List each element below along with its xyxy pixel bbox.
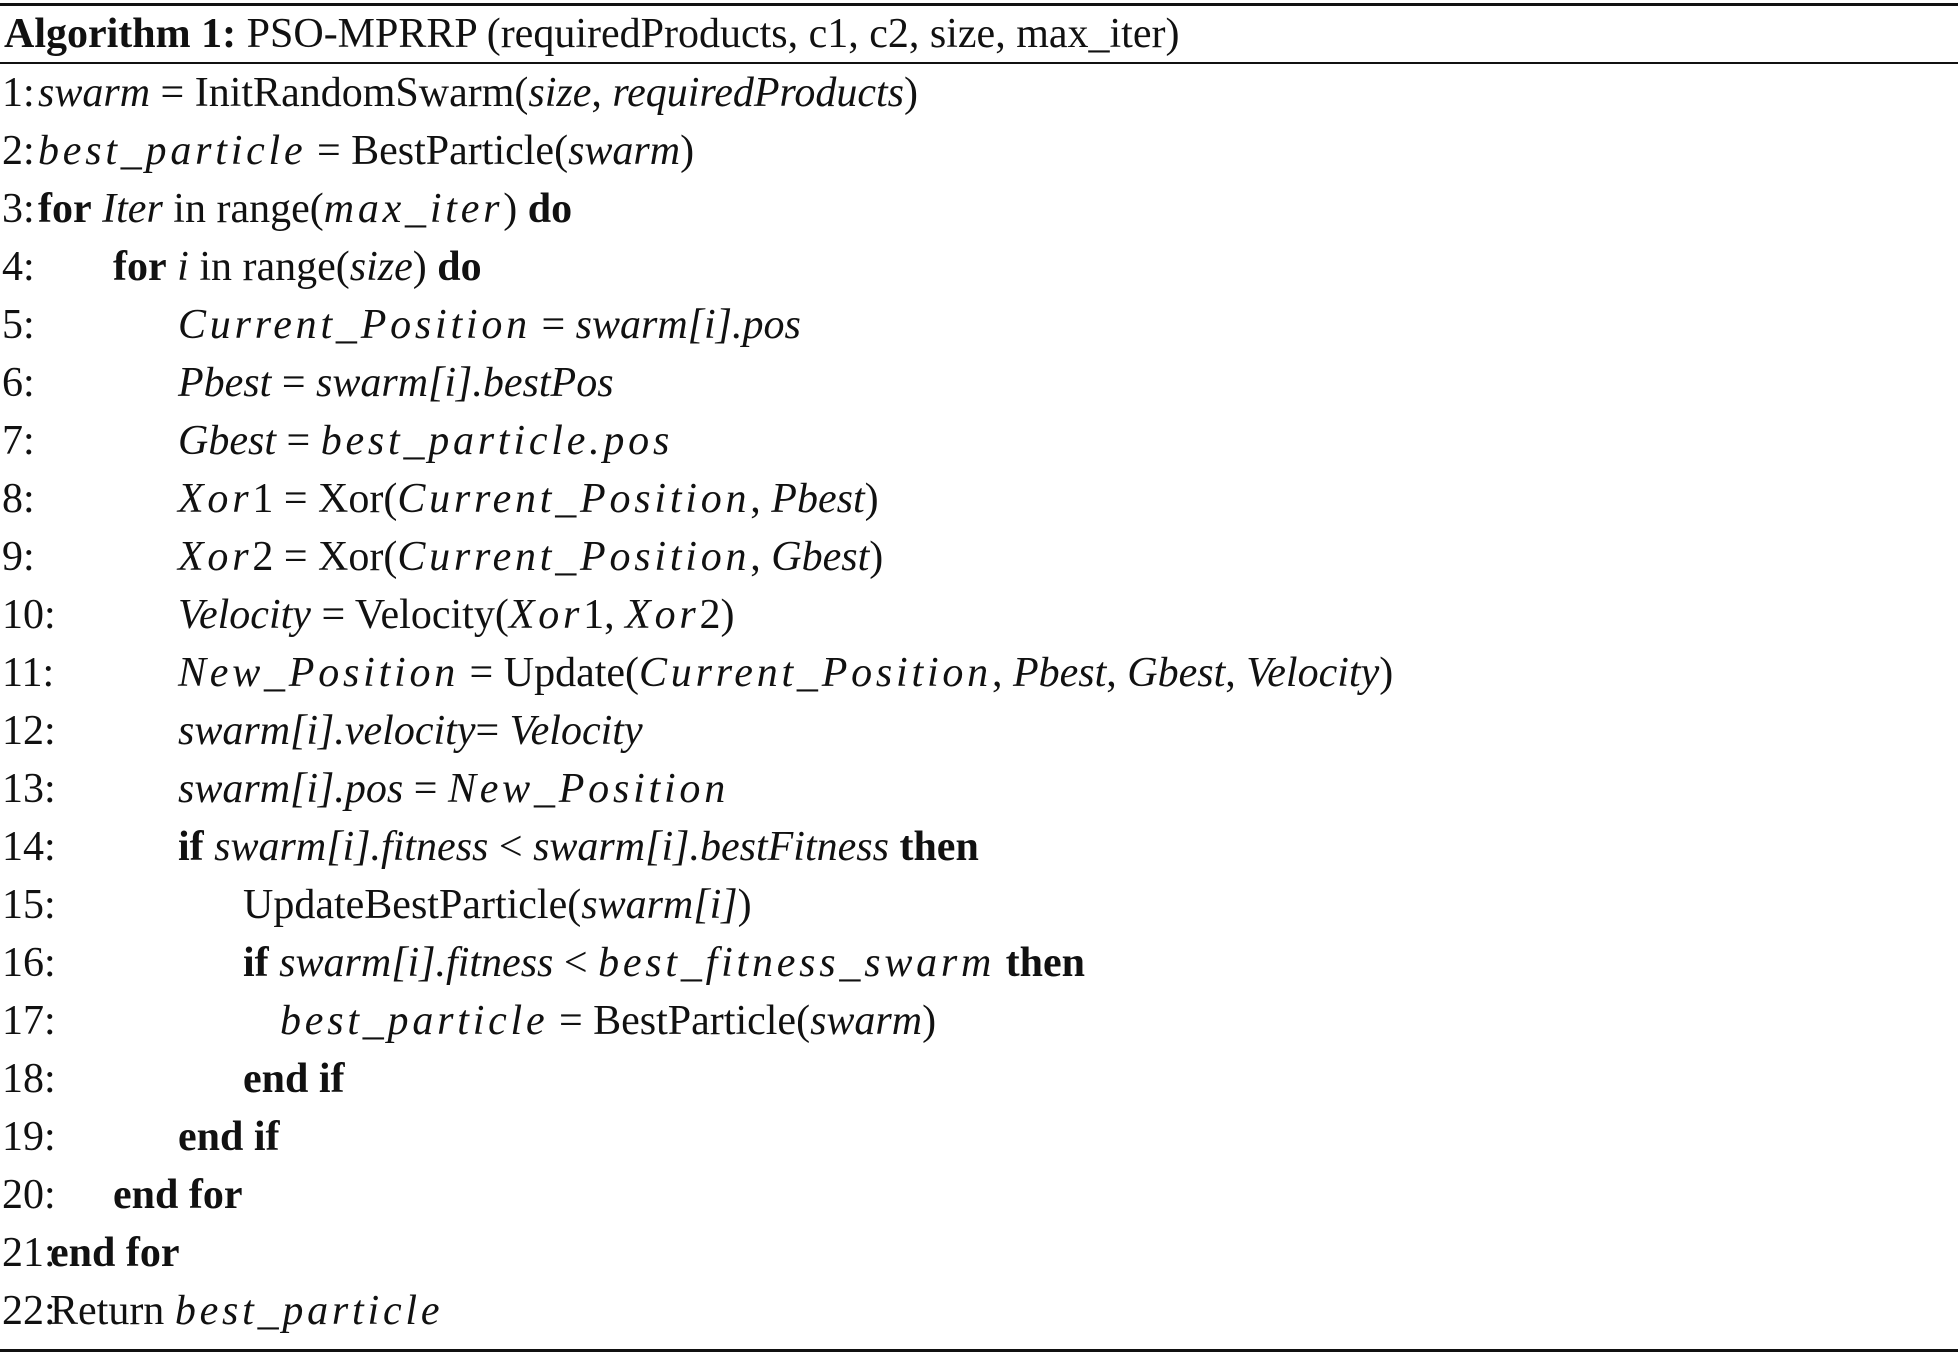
line-code [280,992,936,1050]
keyword: then [1005,940,1086,986]
line-number: 13: [2,766,56,812]
code-text [204,824,215,870]
code-text: , [1225,650,1247,696]
line-code [178,818,979,876]
code-text: = [530,302,576,348]
variable: best_particle [174,1288,444,1334]
keyword: if [178,824,204,870]
keyword: end for [50,1230,180,1276]
code-text: = BestParticle( [306,128,569,174]
keyword: if [243,940,269,986]
line-code [50,1224,180,1282]
variable: size [349,244,413,290]
line-number: 14: [2,824,56,870]
keyword: end if [178,1114,280,1160]
variable: swarm[i].velocity [178,708,476,754]
code-text: ) [680,128,695,174]
line-code [178,586,735,644]
variable: Current_Position [397,534,751,580]
variable: Xor [178,476,253,522]
variable: Pbest [1012,650,1107,696]
line-code [178,644,1393,702]
code-text [889,824,900,870]
code-text: = [271,360,316,406]
code-text: in range( [188,244,350,290]
keyword: for [113,244,167,290]
keyword: for [38,186,92,232]
line-code [38,180,572,238]
variable: Iter [102,186,163,232]
variable: swarm[i].fitness [214,824,489,870]
line-number: 8: [2,476,35,522]
variable: swarm [38,70,151,116]
line-code [178,354,614,412]
line-number: 5: [2,302,35,348]
line-number: 7: [2,418,35,464]
line-number: 6: [2,360,35,406]
code-text: UpdateBestParticle( [243,882,582,928]
line-number: 19: [2,1114,56,1160]
line-code [178,760,729,818]
code-text: = [403,766,448,812]
code-text: 2 = Xor( [252,534,398,580]
variable: swarm[i].bestPos [316,360,614,406]
algorithm-signature: PSO-MPRRP (requiredProducts, c1, c2, size, max_iter) [246,11,1180,57]
code-text: 2) [699,592,735,638]
variable: max_iter [323,186,504,232]
code-text: , [991,650,1013,696]
keyword: end if [243,1056,345,1102]
variable: Xor [625,592,700,638]
code-text: ) [412,244,438,290]
variable: Velocity [178,592,311,638]
variable: swarm[i].pos [575,302,801,348]
line-number: 2: [2,128,35,174]
code-text [92,186,103,232]
algorithm-label: Algorithm 1: [4,11,237,57]
code-text: ) [864,476,879,522]
variable: swarm[i] [581,882,738,928]
algorithm-caption [4,6,1179,62]
variable: Gbest [771,534,870,580]
code-text: = [475,708,510,754]
code-text: , [750,476,772,522]
line-code [178,528,883,586]
line-number: 15: [2,882,56,928]
line-number: 18: [2,1056,56,1102]
line-number: 4: [2,244,35,290]
code-text: Return [50,1288,175,1334]
code-text: = BestParticle( [548,998,811,1044]
line-number: 9: [2,534,35,580]
code-text: = Update( [459,650,640,696]
line-code [243,1050,345,1108]
code-text: in range( [162,186,324,232]
variable: swarm[i].bestFitness [533,824,889,870]
code-text: , [591,70,613,116]
code-text: 1, [583,592,626,638]
variable: swarm[i].pos [178,766,404,812]
keyword: do [527,186,573,232]
code-text: ) [903,70,918,116]
line-code [178,702,643,760]
code-text: = [276,418,321,464]
line-code [113,1166,243,1224]
line-number: 3: [2,186,35,232]
line-number: 20: [2,1172,56,1218]
variable: best_particle.pos [320,418,674,464]
variable: requiredProducts [612,70,904,116]
line-number: 1: [2,70,35,116]
variable: Velocity [1246,650,1380,696]
variable: Xor [178,534,253,580]
code-text: ) [922,998,937,1044]
variable: New_Position [178,650,460,696]
keyword: then [899,824,979,870]
variable: best_fitness_swarm [598,940,996,986]
keyword: do [437,244,482,290]
code-text [995,940,1006,986]
variable: Current_Position [639,650,992,696]
line-code [178,1108,280,1166]
variable: best_particle [280,998,549,1044]
variable: size [528,70,592,116]
variable: Current_Position [178,302,531,348]
variable: swarm[i].fitness [279,940,554,986]
variable: best_particle [38,128,307,174]
line-code [178,296,801,354]
variable: New_Position [447,766,729,812]
line-number: 22: [2,1288,56,1334]
line-code [113,238,482,296]
variable: Pbest [771,476,865,522]
line-code [178,412,673,470]
code-text: < [553,940,599,986]
line-code [38,122,694,180]
variable: Gbest [1127,650,1226,696]
line-code [243,934,1085,992]
code-text [167,244,178,290]
line-code [178,470,879,528]
code-text: ) [503,186,528,232]
code-text: , [1106,650,1128,696]
line-number: 10: [2,592,56,638]
line-number: 11: [2,650,55,696]
line-number: 16: [2,940,56,986]
line-number: 21: [2,1230,56,1276]
variable: swarm [810,998,923,1044]
variable: Xor [508,592,584,638]
code-text: ) [1379,650,1394,696]
line-code [50,1282,443,1340]
keyword: end for [113,1172,243,1218]
code-text: ) [737,882,752,928]
line-code [243,876,752,934]
line-code [38,64,918,122]
variable: i [177,244,189,290]
code-text: ) [869,534,884,580]
variable: swarm [568,128,681,174]
code-text: = Velocity( [310,592,509,638]
code-text [269,940,280,986]
line-number: 12: [2,708,56,754]
code-text: < [488,824,534,870]
code-text: = InitRandomSwarm( [150,70,529,116]
line-number: 17: [2,998,56,1044]
variable: Velocity [509,708,643,754]
variable: Gbest [178,418,276,464]
code-text: , [750,534,772,580]
code-text: 1 = Xor( [252,476,398,522]
variable: Current_Position [397,476,751,522]
variable: Pbest [178,360,272,406]
